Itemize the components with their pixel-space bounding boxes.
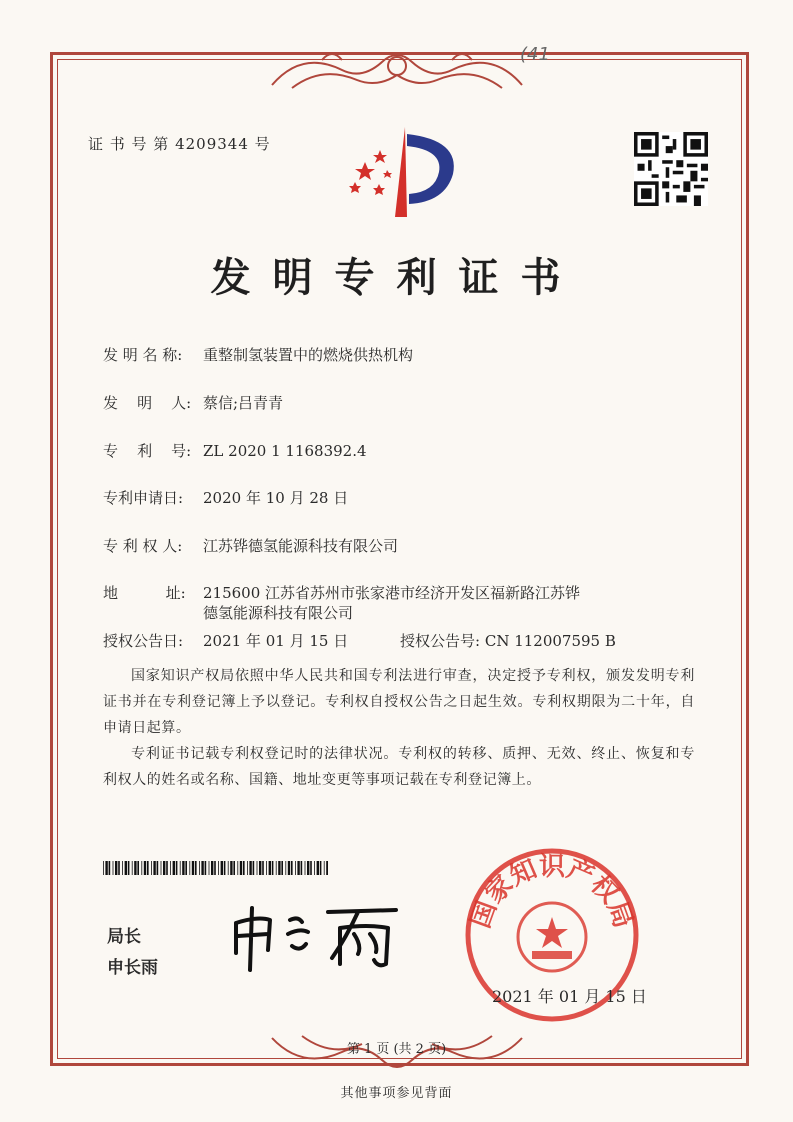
address-label: 地 址:	[103, 584, 186, 602]
barcode-icon	[103, 861, 328, 875]
seal-text: 国家知识产权局	[465, 852, 639, 932]
statement-paragraph-2: 专利证书记载专利权登记时的法律状况。专利权的转移、质押、无效、终止、恢复和专利权人的姓名或名称、国籍、地址变更等事项记载在专利登记簿上。	[103, 746, 695, 788]
top-ornament-icon	[262, 40, 532, 100]
grant-publication-value: CN 112007595 B	[484, 632, 616, 650]
patent-number-row	[103, 440, 367, 462]
grant-publication-row	[400, 630, 616, 651]
seal-date: 2021 年 01 月 15 日	[492, 987, 647, 1006]
patentee-row	[103, 535, 398, 557]
patent-number-label: 专 利 号:	[103, 442, 192, 460]
certificate-number: 证 书 号 第 4209344 号	[88, 135, 271, 153]
filing-date-label: 专利申请日:	[103, 489, 184, 507]
back-side-note: 其他事项参见背面	[340, 1086, 453, 1101]
statement-paragraph-1: 国家知识产权局依照中华人民共和国专利法进行审查，决定授予专利权，颁发发明专利证书并在专利登记簿上予以登记。专利权自授权公告之日起生效。专利权期限为二十年，自申请日起算。	[103, 668, 695, 736]
filing-date-row	[103, 487, 348, 509]
invention-name-value: 重整制氢装置中的燃烧供热机构	[203, 346, 414, 364]
director-signature-icon	[228, 898, 408, 973]
address-value-line1: 215600 江苏省苏州市张家港市经济开发区福新路江苏铧	[203, 584, 581, 602]
page-number: 第 1 页 (共 2 页)	[346, 1042, 447, 1057]
grant-date-row	[103, 630, 348, 652]
patent-number-value: ZL 2020 1 1168392.4	[203, 442, 367, 460]
inventor-value: 蔡信;吕青青	[203, 394, 284, 412]
filing-date-value: 2020 年 10 月 28 日	[203, 489, 349, 507]
grant-date-label: 授权公告日:	[103, 632, 184, 650]
handwritten-note: (41	[520, 44, 550, 65]
invention-name-label: 发 明 名 称:	[103, 346, 183, 364]
inventor-label: 发 明 人:	[103, 394, 192, 412]
patentee-value: 江苏铧德氢能源科技有限公司	[203, 537, 399, 555]
grant-date-value: 2021 年 01 月 15 日	[203, 632, 349, 650]
inventor-row	[103, 392, 283, 414]
address-value-line2: 德氢能源科技有限公司	[203, 604, 354, 622]
director-name: 申长雨	[107, 958, 158, 978]
director-title: 局长	[107, 927, 141, 947]
patentee-label: 专 利 权 人:	[103, 537, 183, 555]
cnipa-logo-icon	[335, 122, 465, 222]
grant-publication-label: 授权公告号:	[400, 632, 481, 650]
document-title: 发明专利证书	[210, 254, 583, 301]
qr-code-icon	[634, 132, 708, 206]
address-row	[103, 582, 580, 604]
invention-name-row	[103, 344, 413, 366]
